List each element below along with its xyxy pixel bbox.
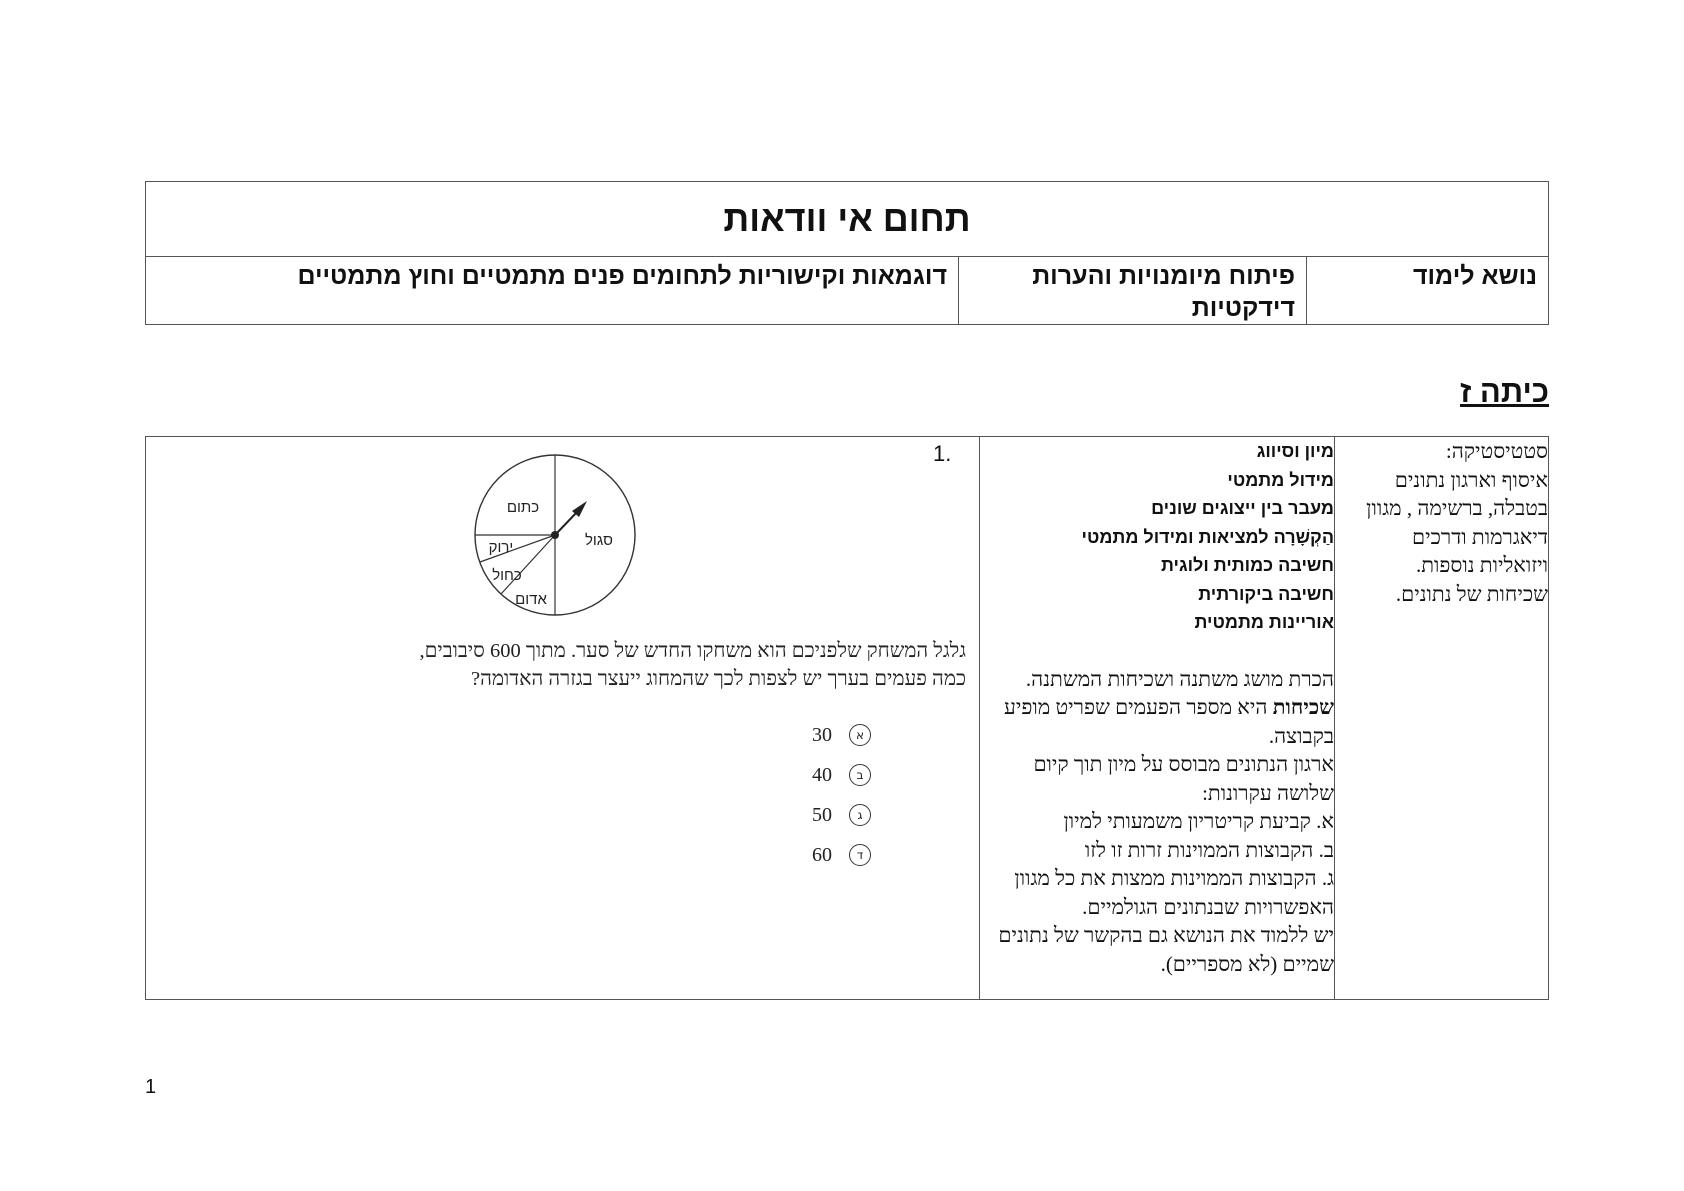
header-notes: פיתוח מיומנויות והערות דידקטיות <box>959 257 1307 325</box>
header-table <box>145 181 1549 325</box>
question-text <box>256 637 966 693</box>
skill-item: מידול מתמטי <box>1227 469 1334 490</box>
topic-line: דיאגרמות ודרכים <box>1412 524 1548 549</box>
answer-option-a <box>812 722 932 752</box>
page-number: 1 <box>145 1076 157 1098</box>
header-examples: דוגמאות וקישוריות לתחומים פנים מתמטיים וחוץ מתמטיים <box>146 257 959 325</box>
notes-line: הכרת מושג משתנה ושכיחות המשתנה. <box>1025 666 1334 691</box>
option-value: 50 <box>812 804 832 826</box>
topic-line: בטבלה, ברשימה , מגוון <box>1366 496 1548 520</box>
option-letter: ד <box>849 844 871 866</box>
skill-item: הַקְשָׁרָה למציאות ומידול מתמטי <box>1081 526 1334 547</box>
label-purple: סגול <box>584 532 614 549</box>
spinner-wheel <box>471 454 641 624</box>
frequency-definition <box>980 693 1334 722</box>
option-letter: א <box>849 724 871 746</box>
skill-item: אוריינות מתמטית <box>1194 612 1334 632</box>
definition-text: היא מספר הפעמים שפריט מופיע <box>1003 695 1273 719</box>
option-value: 40 <box>812 764 832 786</box>
topic-cell <box>1335 437 1549 1000</box>
spacer <box>980 637 1334 665</box>
label-blue: כחול <box>492 567 522 584</box>
option-value: 30 <box>812 724 832 746</box>
answer-option-b <box>812 762 932 792</box>
answer-option-c <box>812 802 932 832</box>
domain-title: תחום אי וודאות <box>723 198 971 239</box>
skill-item: מיון וסיווג <box>1256 441 1334 461</box>
notes-line: האפשרויות שבנתונים הגולמיים. <box>1082 894 1334 919</box>
frequency-term: שכיחות <box>1272 695 1334 719</box>
option-letter: ג <box>849 804 871 826</box>
label-red: אדום <box>515 591 547 608</box>
principle-item: ב. הקבוצות הממוינות זרות זו לזו <box>1084 837 1334 862</box>
notes-line: ארגון הנתונים מבוסס על מיון תוך קיום <box>1033 752 1334 776</box>
notes-line: בקבוצה. <box>1268 723 1334 748</box>
topic-line: סטטיסטיקה: <box>1445 439 1548 463</box>
principle-item: ג. הקבוצות הממוינות ממצות את כל מגוון <box>1014 866 1334 890</box>
header-topic: נושא לימוד <box>1307 257 1549 325</box>
title-cell <box>146 182 1549 257</box>
question-number: 1. <box>933 441 952 466</box>
skill-item: מעבר בין ייצוגים שונים <box>1151 498 1334 518</box>
needle-pivot <box>551 531 559 539</box>
notes-line: יש ללמוד את הנושא גם בהקשר של נתונים <box>998 923 1334 947</box>
notes-line: שלושה עקרונות: <box>1202 780 1334 805</box>
answer-option-d <box>812 842 932 872</box>
examples-cell <box>146 437 980 1000</box>
topic-line: איסוף וארגון נתונים <box>1394 467 1548 492</box>
notes-cell <box>980 437 1335 1000</box>
content-table <box>145 436 1549 1000</box>
question-line: גלגל המשחק שלפניכם הוא משחקו החדש של סער. מתוך 600 סיבובים, <box>419 640 966 662</box>
notes-line: שמיים (לא מספריים). <box>1160 951 1334 976</box>
principle-item: א. קביעת קריטריון משמעותי למיון <box>1063 809 1334 833</box>
skill-item: חשיבה ביקורתית <box>1198 583 1334 604</box>
option-value: 60 <box>812 844 832 866</box>
topic-line: שכיחות של נתונים. <box>1395 581 1548 606</box>
label-green: ירוק <box>488 539 514 556</box>
option-letter: ב <box>849 764 871 786</box>
skill-item: חשיבה כמותית ולוגית <box>1161 555 1334 575</box>
grade-heading: כיתה ז <box>1459 374 1549 409</box>
topic-line: ויזואליות נוספות. <box>1415 553 1548 577</box>
label-orange: כתום <box>506 499 540 516</box>
question-line: כמה פעמים בערך יש לצפות לכך שהמחוג ייעצר בגזרה האדומה? <box>471 668 966 690</box>
